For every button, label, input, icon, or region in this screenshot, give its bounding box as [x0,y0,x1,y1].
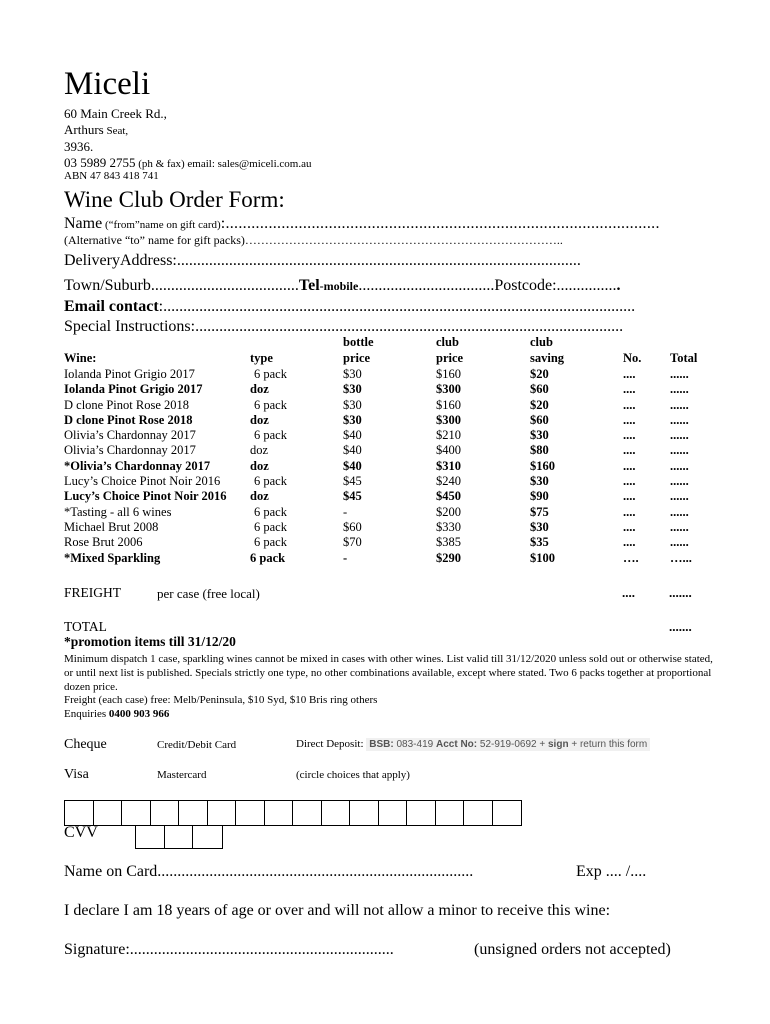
cell-no[interactable]: …. [623,550,639,565]
table-row [64,489,714,504]
cell-type: doz [250,443,269,458]
card-digit-box[interactable] [464,801,493,825]
cell-wine: *Olivia’s Chardonnay 2017 [64,458,211,473]
cell-club: $400 [436,443,461,458]
total-label: TOTAL [64,619,107,634]
terms-paragraph: Minimum dispatch 1 case, sparkling wines cannot be mixed in cases with other wines. List valid till 31/12/2020 unless sold out or otherwise stated, or until next list is published. Specials strictly one type, no other combinations available, except where stated. Two 6 packs together at proportional dozen price. [64,653,713,693]
cvv-label: CVV [64,824,98,841]
card-digit-box[interactable] [94,801,123,825]
cell-total[interactable]: …... [670,550,692,565]
email-field[interactable] [64,297,635,317]
cell-bottle: $45 [343,489,362,504]
cell-no[interactable]: .... [623,397,636,412]
circle-instruction: (circle choices that apply) [296,769,410,781]
bsb-label: BSB: [369,739,394,750]
cell-wine: Rose Brut 2006 [64,535,143,550]
header-total: Total [670,351,698,365]
form-title: Wine Club Order Form: [64,187,285,212]
cell-wine: Lucy’s Choice Pinot Noir 2016 [64,474,221,489]
card-digit-box[interactable] [151,801,180,825]
card-digit-box[interactable] [65,801,94,825]
cell-bottle: $60 [343,519,362,534]
cell-bottle: $30 [343,367,362,381]
cell-club: $240 [436,474,461,489]
freight-label: FREIGHT [64,585,121,600]
acct-label: Acct No: [435,739,478,750]
cell-saving: $20 [530,367,549,381]
card-digit-box[interactable] [236,801,265,825]
cell-no[interactable]: .... [623,443,636,458]
cell-saving: $90 [530,489,549,504]
card-digit-box[interactable] [293,801,322,825]
cell-no[interactable]: .... [623,367,636,381]
cell-total[interactable]: ...... [670,412,689,427]
phone-number: 03 5989 2755 [64,155,136,170]
card-digit-box[interactable] [379,801,408,825]
option-visa[interactable]: Visa [64,767,89,782]
cell-type: 6 pack [254,474,287,489]
cell-saving: $60 [530,382,549,397]
cell-bottle: $30 [343,382,362,397]
bank-details [366,738,650,751]
cvv-digit-box[interactable] [193,826,222,848]
cell-total[interactable]: ...... [670,519,689,534]
table-row [64,474,714,489]
address-suburb-small: Seat, [103,125,129,137]
tel-mobile-label: -mobile [319,279,359,293]
cell-club: $330 [436,519,461,534]
table-row [64,520,714,535]
wine-rows [64,367,714,566]
cell-saving: $30 [530,474,549,489]
cell-club: $450 [436,489,461,504]
cell-wine: *Tasting - all 6 wines [64,504,172,519]
enquiries-line [64,708,169,720]
cell-club: $290 [436,550,461,565]
table-row [64,367,714,382]
cell-bottle: - [343,504,348,519]
cell-total[interactable]: ...... [670,504,689,519]
address-line-1: 60 Main Creek Rd., [64,106,167,121]
tel-field[interactable]: .................................. [358,277,495,294]
cell-club: $160 [436,367,461,381]
cell-club: $210 [436,428,461,443]
email-label: Email contact [64,298,159,315]
card-digit-box[interactable] [407,801,436,825]
cell-saving: $35 [530,535,549,550]
address-line-3: 3936. [64,139,94,154]
cell-type: 6 pack [254,397,287,412]
cell-no[interactable]: .... [623,458,636,473]
option-direct-deposit[interactable] [296,738,650,750]
header-bottle-2: price [343,351,371,365]
cell-wine: Olivia’s Chardonnay 2017 [64,428,196,443]
cell-wine: Michael Brut 2008 [64,519,159,534]
enquiries-label: Enquiries [64,708,109,720]
abn: ABN 47 843 418 741 [64,170,159,182]
option-credit-debit[interactable]: Credit/Debit Card [157,739,237,751]
expiry-field[interactable]: Exp .... /.... [576,863,647,880]
cell-total[interactable]: ...... [670,428,689,443]
cell-total[interactable]: ...... [670,382,689,397]
brand-title: Miceli [64,66,151,102]
table-header [64,335,714,367]
name-field[interactable] [64,214,660,235]
cell-saving: $60 [530,412,549,427]
cvv-digit-box[interactable] [165,826,194,848]
cell-total[interactable]: ...... [670,458,689,473]
cvv-boxes[interactable] [135,825,223,849]
bsb-value: 083-419 [393,739,436,750]
cell-bottle: $70 [343,535,362,550]
cell-saving: $75 [530,504,549,519]
cell-wine: *Mixed Sparkling [64,550,161,565]
cell-saving: $30 [530,519,549,534]
cvv-digit-box[interactable] [136,826,165,848]
cell-club: $385 [436,535,461,550]
age-declaration: I declare I am 18 years of age or over and will not allow a minor to receive this wine: [64,902,611,919]
header-wine: Wine: [64,351,97,365]
town-tel-postcode-row [64,276,621,296]
cell-bottle: $40 [343,443,362,458]
name-dots: :..................................................................................................... [220,215,660,232]
enquiries-phone: 0400 903 966 [108,708,170,720]
cell-bottle: $45 [343,474,362,489]
cell-club: $310 [436,458,461,473]
special-instructions-field[interactable]: Special Instructions:........................................................................................................... [64,318,624,335]
cell-no[interactable]: .... [623,519,636,534]
cell-saving: $80 [530,443,549,458]
name-label: Name [64,215,103,232]
cell-total[interactable]: ...... [670,443,689,458]
cell-bottle: $40 [343,428,362,443]
cell-type: 6 pack [250,550,286,565]
promo-note: *promotion items till 31/12/20 [64,634,236,649]
unsigned-note: (unsigned orders not accepted) [474,941,671,958]
cell-no[interactable]: .... [623,428,636,443]
cell-type: 6 pack [254,535,287,550]
cell-bottle: $30 [343,397,362,412]
table-row [64,428,714,443]
cell-club: $160 [436,397,461,412]
cell-total[interactable]: ...... [670,367,689,381]
header-saving-1: club [530,335,553,349]
header-bottle-1: bottle [343,335,374,349]
cell-wine: Iolanda Pinot Grigio 2017 [64,382,203,397]
header-club-1: club [436,335,459,349]
table-row [64,535,714,550]
cell-club: $200 [436,504,461,519]
option-cheque[interactable]: Cheque [64,737,107,752]
card-digit-box[interactable] [436,801,465,825]
card-number-boxes[interactable] [64,800,522,826]
cell-saving: $20 [530,397,549,412]
cell-bottle: $30 [343,412,362,427]
table-row [64,551,714,566]
card-digit-box[interactable] [179,801,208,825]
freight-note: per case (free local) [157,586,260,601]
cell-saving: $30 [530,428,549,443]
cell-type: doz [250,458,269,473]
cell-type: doz [250,412,269,427]
header-no: No. [623,351,642,365]
cell-no[interactable]: .... [623,489,636,504]
total-value[interactable]: ....... [669,619,692,634]
address-line-2 [64,122,128,139]
freight-no[interactable]: .... [622,585,635,600]
cell-wine: Olivia’s Chardonnay 2017 [64,443,196,458]
cell-type: 6 pack [254,367,287,381]
header-saving-2: saving [530,351,565,365]
postcode-field[interactable]: Postcode:............... [494,277,617,294]
acct-value: 52-919-0692 + [477,739,548,750]
return-note: + return this form [568,739,648,750]
cell-no[interactable]: .... [623,474,636,489]
freight-total[interactable]: ....... [669,585,692,600]
header-type: type [250,351,273,365]
table-row [64,505,714,520]
cell-type: 6 pack [254,519,287,534]
card-digit-box[interactable] [265,801,294,825]
postcode-end: . [616,277,621,294]
card-digit-box[interactable] [350,801,379,825]
direct-deposit-label: Direct Deposit: [296,738,367,750]
card-digit-box[interactable] [322,801,351,825]
wine-table [64,335,714,566]
sign-label: sign [548,739,569,750]
cell-club: $300 [436,382,461,397]
name-note: (“from”name on gift card) [102,219,221,231]
cell-wine: Iolanda Pinot Grigio 2017 [64,367,195,381]
cell-total[interactable]: ...... [670,397,689,412]
tel-label: Tel [298,277,320,294]
cell-saving: $100 [530,550,555,565]
table-row [64,413,714,428]
cell-bottle: $40 [343,458,362,473]
cell-club: $300 [436,412,461,427]
cell-bottle: - [343,550,348,565]
cell-wine: D clone Pinot Rose 2018 [64,412,193,427]
cell-no[interactable]: .... [623,535,636,550]
cell-wine: Lucy’s Choice Pinot Noir 2016 [64,489,227,504]
table-row [64,443,714,458]
cell-no[interactable]: .... [623,382,636,397]
card-digit-box[interactable] [122,801,151,825]
cell-saving: $160 [530,458,555,473]
cell-type: 6 pack [254,428,287,443]
cell-type: 6 pack [254,504,287,519]
card-digit-box[interactable] [208,801,237,825]
table-row [64,382,714,397]
cell-type: doz [250,382,269,397]
cell-total[interactable]: ...... [670,489,689,504]
option-mastercard[interactable]: Mastercard [157,769,207,781]
cell-wine: D clone Pinot Rose 2018 [64,397,189,412]
alt-name-field[interactable]: (Alternative “to” name for gift packs)…………………………………………………………………….. [64,233,563,247]
cell-no[interactable]: .... [623,504,636,519]
freight-terms: Freight (each case) free: Melb/Peninsula, $10 Syd, $10 Bris ring others [64,694,378,706]
delivery-address-field[interactable]: DeliveryAddress:..................................................................................................... [64,252,581,269]
cell-total[interactable]: ...... [670,474,689,489]
cell-total[interactable]: ...... [670,535,689,550]
phone-note: (ph & fax) email: sales@miceli.com.au [135,158,312,170]
signature-field[interactable]: Signature:.................................................................. [64,941,394,958]
email-dots: :...................................................................................................................... [158,298,636,315]
name-on-card-field[interactable]: Name on Card............................................................................... [64,863,474,880]
header-club-2: price [436,351,464,365]
cell-no[interactable]: .... [623,412,636,427]
cell-type: doz [250,489,269,504]
card-digit-box[interactable] [493,801,522,825]
town-field[interactable]: Town/Suburb..................................... [64,277,299,294]
table-row [64,398,714,413]
table-row [64,459,714,474]
address-suburb: Arthurs [64,122,104,137]
